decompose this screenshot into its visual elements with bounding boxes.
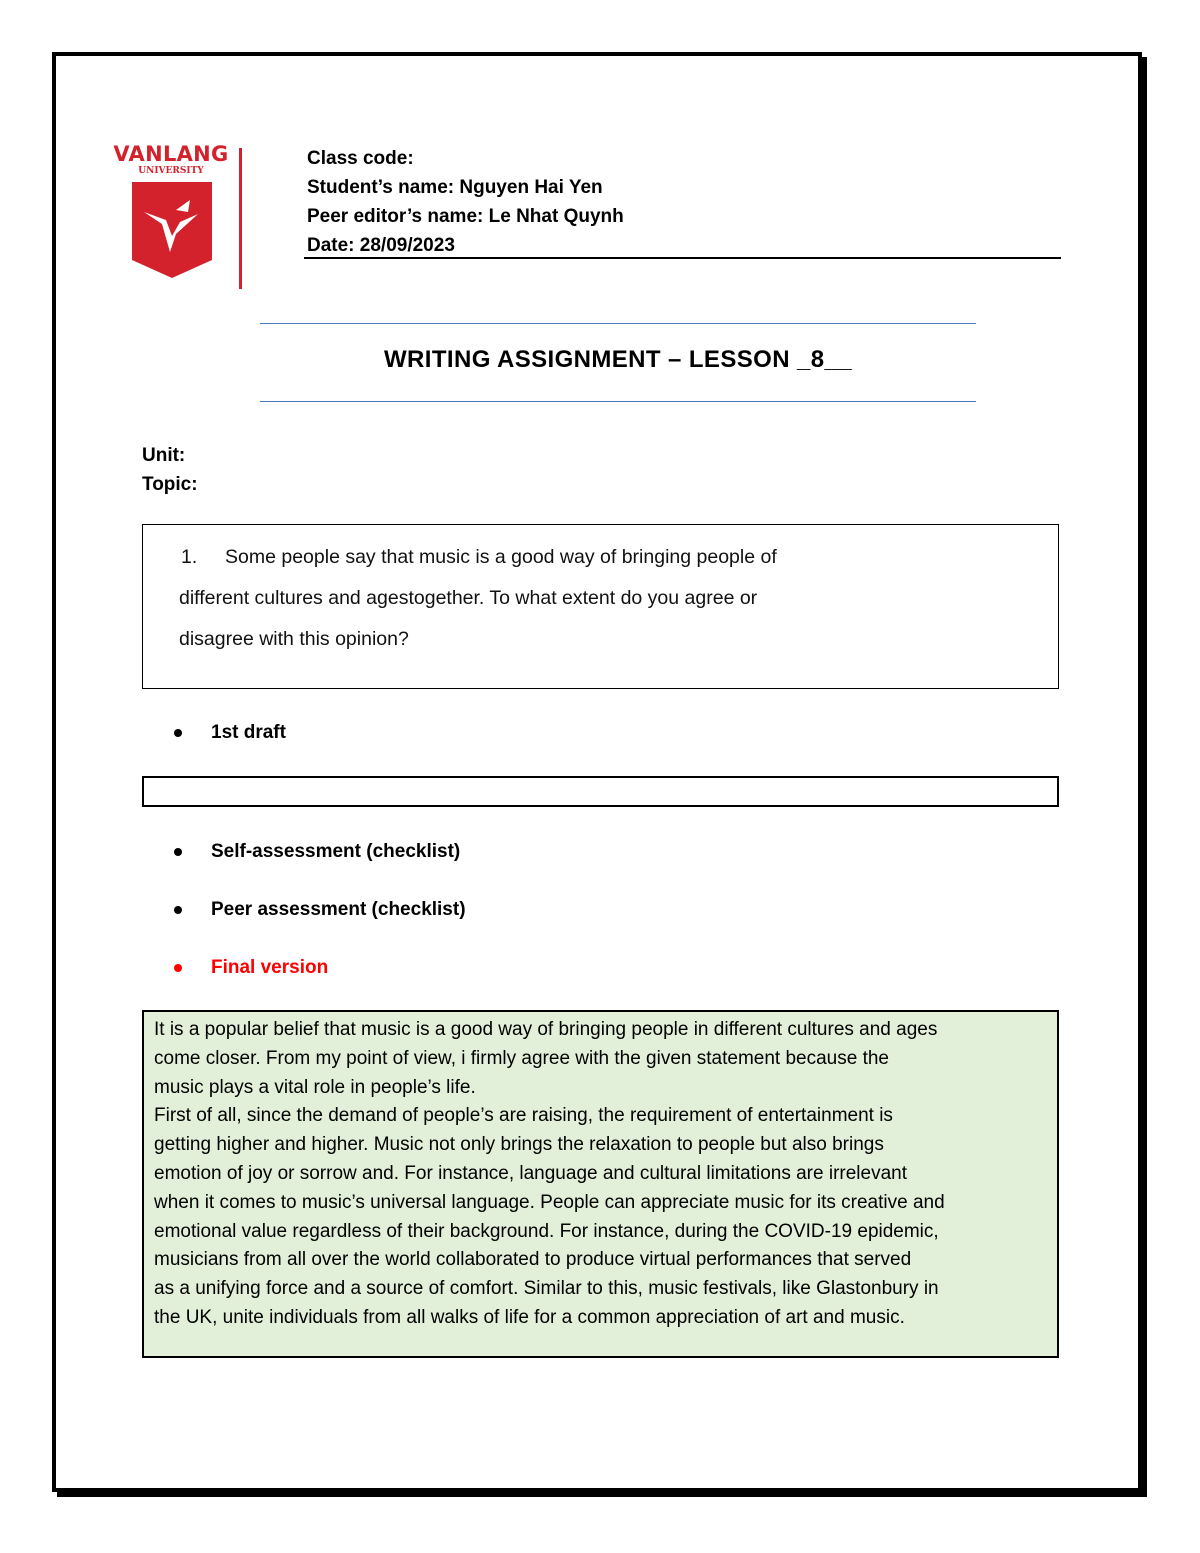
essay-line: the UK, unite individuals from all walks of life for a common appreciation of art and music. bbox=[154, 1306, 905, 1328]
page-title: WRITING ASSIGNMENT – LESSON _8__ bbox=[384, 346, 852, 373]
self-assessment-label: Self-assessment (checklist) bbox=[211, 841, 461, 862]
final-essay-box bbox=[142, 1010, 1059, 1358]
peer-editor-name: Peer editor’s name: Le Nhat Quynh bbox=[307, 206, 624, 227]
peer-assessment-item bbox=[174, 899, 466, 921]
class-code-label: Class code: bbox=[307, 148, 414, 169]
first-draft-label: 1st draft bbox=[211, 722, 286, 743]
unit-topic-block bbox=[142, 441, 198, 499]
university-logo bbox=[110, 142, 250, 292]
prompt-line-2: different cultures and agestogether. To what extent do you agree or bbox=[179, 587, 758, 609]
logo-subtitle: UNIVERSITY bbox=[138, 166, 204, 176]
title-top-rule bbox=[260, 323, 976, 324]
logo-wordmark: VANLANG bbox=[113, 142, 229, 166]
essay-text bbox=[154, 1016, 1054, 1333]
logo-divider bbox=[239, 148, 242, 289]
essay-line: as a unifying force and a source of comfort. Similar to this, music festivals, like Glastonbury in bbox=[154, 1278, 939, 1300]
student-name: Student’s name: Nguyen Hai Yen bbox=[307, 177, 603, 198]
prompt-box bbox=[142, 524, 1059, 689]
essay-line: It is a popular belief that music is a good way of bringing people in different cultures and ages bbox=[154, 1019, 938, 1040]
peer-assessment-label: Peer assessment (checklist) bbox=[211, 899, 466, 920]
unit-label: Unit: bbox=[142, 445, 186, 466]
essay-line: music plays a vital role in people’s life. bbox=[154, 1076, 476, 1098]
bullet-icon bbox=[174, 729, 182, 737]
prompt-text bbox=[179, 537, 939, 660]
essay-line: when it comes to music’s universal language. People can appreciate music for its creative and bbox=[154, 1191, 945, 1213]
prompt-number: 1. bbox=[181, 546, 198, 568]
date: Date: 28/09/2023 bbox=[307, 235, 455, 256]
essay-line: emotion of joy or sorrow and. For instance, language and cultural limitations are irrelevant bbox=[154, 1162, 907, 1184]
title-bottom-rule bbox=[260, 401, 976, 402]
first-draft-box bbox=[142, 776, 1059, 807]
essay-line: musicians from all over the world collaborated to produce virtual performances that served bbox=[154, 1249, 912, 1271]
prompt-line-1: Some people say that music is a good way of bringing people of bbox=[225, 546, 777, 568]
shield-emblem-icon bbox=[132, 182, 212, 280]
essay-line: First of all, since the demand of people’s are raising, the requirement of entertainment is bbox=[154, 1105, 893, 1127]
essay-line: getting higher and higher. Music not only brings the relaxation to people but also brings bbox=[154, 1134, 884, 1156]
final-version-item bbox=[174, 957, 328, 979]
header-info bbox=[307, 144, 624, 260]
bullet-icon bbox=[174, 848, 182, 856]
bullet-icon bbox=[174, 906, 182, 914]
essay-line: come closer. From my point of view, i firmly agree with the given statement because the bbox=[154, 1047, 889, 1069]
bullet-icon bbox=[174, 964, 182, 972]
topic-label: Topic: bbox=[142, 474, 198, 495]
header-divider bbox=[304, 257, 1061, 259]
first-draft-item bbox=[174, 722, 286, 744]
self-assessment-item bbox=[174, 841, 460, 863]
final-version-label: Final version bbox=[211, 957, 329, 978]
essay-line: emotional value regardless of their background. For instance, during the COVID-19 epidemic, bbox=[154, 1220, 939, 1242]
prompt-line-3: disagree with this opinion? bbox=[179, 628, 409, 650]
